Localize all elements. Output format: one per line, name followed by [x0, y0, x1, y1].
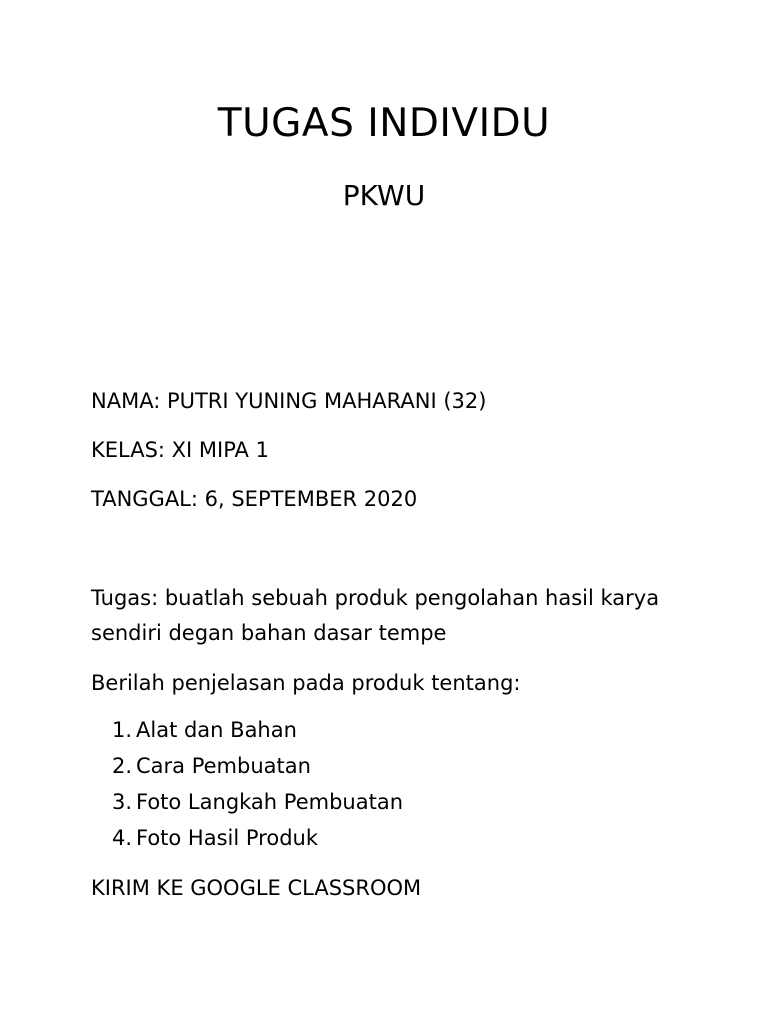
- task-paragraph: Tugas: buatlah sebuah produk pengolahan hasil karya sendiri degan bahan dasar tempe: [91, 586, 660, 645]
- list-item-number: 3.: [112, 790, 133, 814]
- field-tanggal: TANGGAL: 6, SEPTEMBER 2020: [91, 487, 418, 511]
- list-item: [112, 822, 403, 858]
- requirements-list: [112, 714, 403, 858]
- instruction-text: Berilah penjelasan pada produk tentang:: [91, 671, 521, 695]
- list-item-number: 4.: [112, 826, 133, 850]
- list-item: [112, 714, 403, 750]
- list-item-number: 2.: [112, 754, 133, 778]
- footer-instruction: KIRIM KE GOOGLE CLASSROOM: [91, 876, 422, 900]
- list-item-text: Foto Langkah Pembuatan: [136, 790, 404, 814]
- list-item-text: Cara Pembuatan: [136, 754, 311, 778]
- list-item-number: 1.: [112, 718, 133, 742]
- document-subtitle: PKWU: [342, 179, 426, 212]
- field-nama: NAMA: PUTRI YUNING MAHARANI (32): [91, 389, 487, 413]
- list-item-text: Foto Hasil Produk: [136, 826, 318, 850]
- document-title: TUGAS INDIVIDU: [217, 101, 551, 146]
- field-kelas: KELAS: XI MIPA 1: [91, 438, 269, 462]
- list-item: [112, 786, 403, 822]
- list-item: [112, 750, 403, 786]
- list-item-text: Alat dan Bahan: [136, 718, 297, 742]
